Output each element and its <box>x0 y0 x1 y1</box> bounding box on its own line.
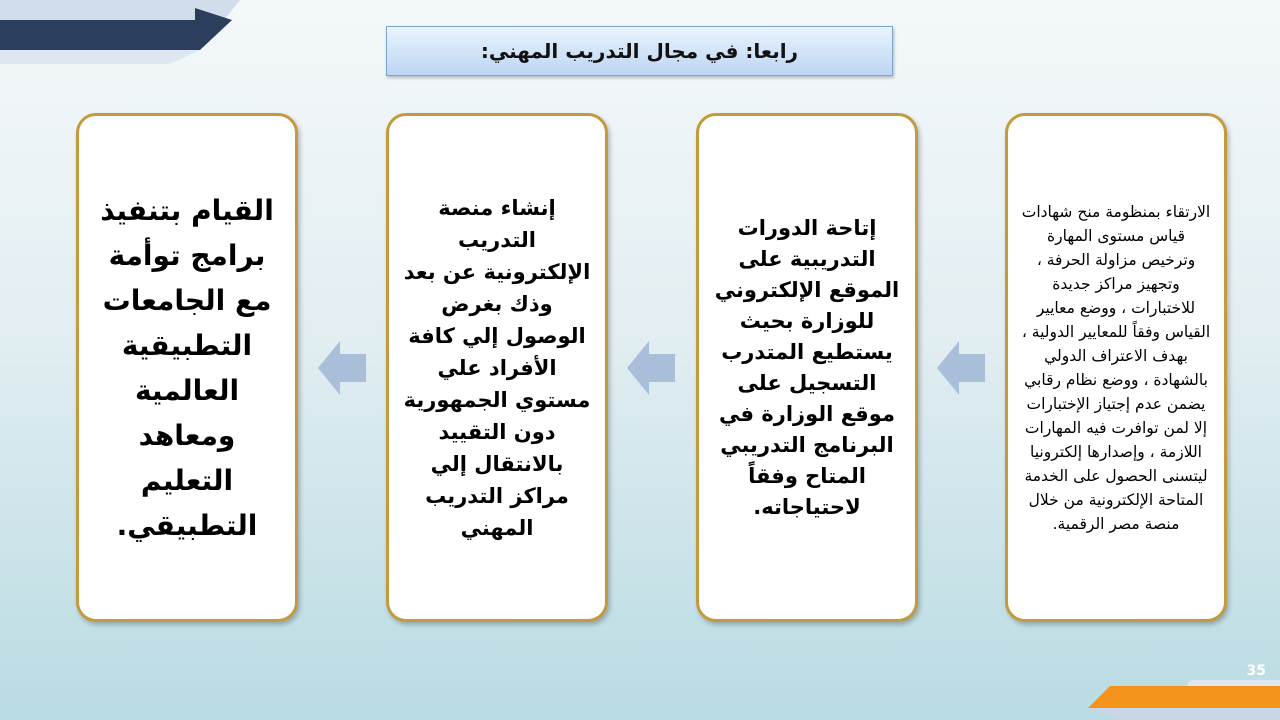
slide-title: رابعا: في مجال التدريب المهني: <box>480 39 799 63</box>
arrow-left-icon <box>937 341 985 395</box>
corner-decoration-bottom-right <box>1080 680 1280 720</box>
card-text: القيام بتنفيذ برامج توأمة مع الجامعات التطبيقية العالمية ومعاهد التعليم التطبيقي. <box>100 193 274 542</box>
arrow-left-icon <box>627 341 675 395</box>
corner-decoration-top-left <box>0 0 240 70</box>
card-e-training-platform <box>386 113 608 622</box>
card-text: إتاحة الدورات التدريبية على الموقع الإلكتروني للوزارة بحيث يستطيع المتدرب التسجيل على موقع الوزارة في البرنامج التدريبي المتاح وفقاً لاحتياجاته. <box>714 215 900 519</box>
page-number: 35 <box>1246 663 1266 679</box>
slide-title-box <box>386 26 893 76</box>
card-text: إنشاء منصة التدريب الإلكترونية عن بعد وذك بغرض الوصول إلي كافة الأفراد علي مستوي الجمهورية دون التقييد بالانتقال إلي مراكز التدريب المهني <box>403 195 591 540</box>
card-online-courses <box>696 113 918 622</box>
card-skill-certification <box>1005 113 1227 622</box>
arrow-left-icon <box>318 341 366 395</box>
card-text: الارتقاء بمنظومة منح شهادات قياس مستوى المهارة وترخيص مزاولة الحرفة ، وتجهيز مراكز جديدة للاختبارات ، ووضع معايير القياس وفقاً للمعايير الدولية ، بهدف الاعتراف الدولي بالشهادة ، ووضع نظام رقابي يضمن عدم إجتياز الإختبارات إلا لمن توافرت فيه المهارات اللازمة ، وإصدارها إلكترونيا ليتسنى الحصول على الخدمة المتاحة الإلكترونية من خلال منصة مصر الرقمية. <box>1021 202 1211 533</box>
card-twinning-programs <box>76 113 298 622</box>
